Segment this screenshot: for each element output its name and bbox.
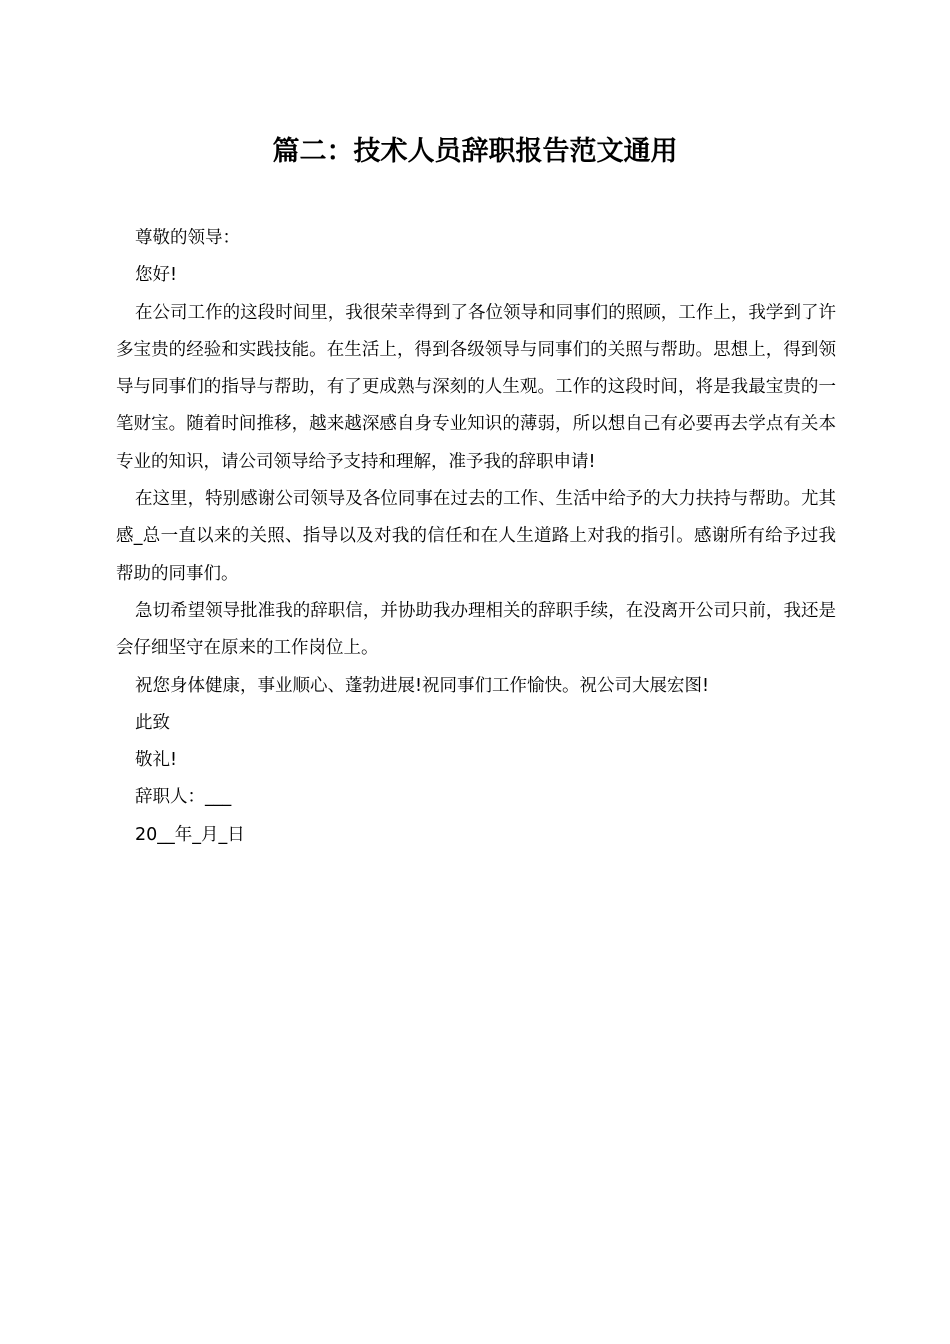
salutation: 尊敬的领导：	[135, 228, 240, 248]
document-body	[116, 220, 836, 854]
closing-line-1: 此致	[135, 712, 170, 733]
paragraph-thanks: 在这里，特别感谢公司领导及各位同事在过去的工作、生活中给予的大力扶持与帮助。尤其感_总一直以来的关照、指导以及对我的信任和在人生道路上对我的指引。感谢所有给予过我帮助的同事们。	[116, 489, 836, 584]
paragraph-request: 急切希望领导批准我的辞职信，并协助我办理相关的辞职手续，在没离开公司只前，我还是会仔细坚守在原来的工作岗位上。	[116, 600, 836, 659]
closing-line-2: 敬礼!	[135, 750, 178, 771]
greeting: 您好!	[135, 265, 178, 286]
document-title: 篇二：技术人员辞职报告范文通用	[272, 136, 678, 167]
paragraph-wishes: 祝您身体健康，事业顺心、蓬勃进展!祝同事们工作愉快。祝公司大展宏图!	[135, 675, 710, 696]
paragraph-gratitude: 在公司工作的这段时间里，我很荣幸得到了各位领导和同事们的照顾，工作上，我学到了许多宝贵的经验和实践技能。在生活上，得到各级领导与同事们的关照与帮助。思想上，得到领导与同事们的指导与帮助，有了更成熟与深刻的人生观。工作的这段时间，将是我最宝贵的一笔财宝。随着时间推移，越来越深感自身专业知识的薄弱，所以想自己有必要再去学点有关本专业的知识，请公司领导给予支持和理解，准予我的辞职申请!	[116, 302, 836, 472]
date-line: 20__年_月_日	[135, 824, 245, 845]
signature-line: 辞职人：___	[135, 787, 232, 808]
